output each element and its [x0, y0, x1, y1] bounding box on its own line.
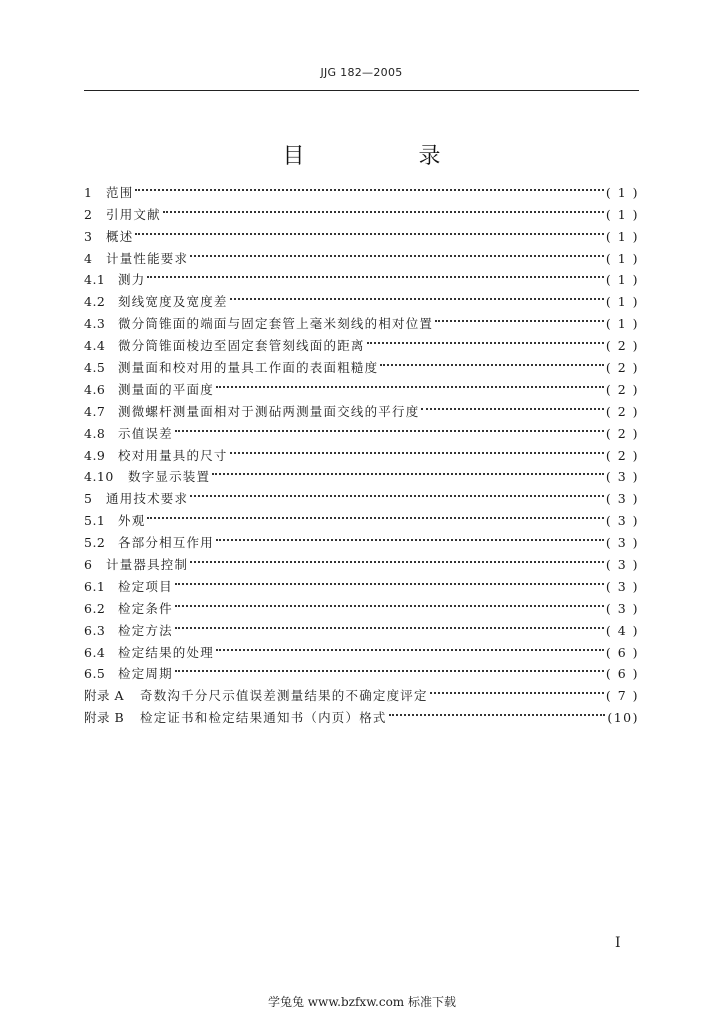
- toc-entry-number: 4.5: [84, 360, 106, 376]
- toc-entry-page: ( 3 ): [605, 491, 639, 507]
- toc-entry-page: ( 7 ): [605, 688, 639, 704]
- toc-leader-dots: [435, 306, 604, 328]
- toc-leader-dots: [216, 372, 604, 394]
- toc-entry-number: 3: [84, 228, 93, 244]
- toc-entry-page: ( 2 ): [605, 381, 639, 397]
- toc-leader-dots: [175, 416, 604, 438]
- toc-entry[interactable]: [84, 525, 639, 551]
- toc-entry-title: 奇数沟千分尺示值误差测量结果的不确定度评定: [140, 688, 428, 704]
- toc-entry-title: 概述: [106, 228, 134, 244]
- toc-entry-number: 6: [84, 557, 93, 573]
- toc-entry-title: 计量性能要求: [106, 250, 189, 266]
- toc-entry-number: 2: [84, 206, 93, 222]
- toc-entry-number: 4.7: [84, 403, 106, 419]
- toc-entry-number: 附录 A: [84, 688, 125, 704]
- page-header: JJG 182—2005: [320, 66, 403, 79]
- toc-entry-page: ( 3 ): [605, 469, 639, 485]
- toc-entry[interactable]: [84, 284, 639, 310]
- page-title: 目 录: [282, 143, 487, 169]
- toc-leader-dots: [389, 700, 606, 722]
- table-of-contents: [84, 175, 639, 726]
- toc-leader-dots: [175, 613, 604, 635]
- toc-leader-dots: [216, 635, 604, 657]
- toc-leader-dots: [230, 438, 604, 460]
- toc-entry-number: 6.2: [84, 600, 106, 616]
- toc-entry-number: 6.3: [84, 622, 106, 638]
- toc-entry-page: ( 2 ): [605, 425, 639, 441]
- toc-entry-page: ( 1 ): [605, 206, 639, 222]
- toc-leader-dots: [135, 175, 603, 197]
- toc-leader-dots: [421, 394, 603, 416]
- toc-entry[interactable]: [84, 197, 639, 222]
- toc-entry[interactable]: [84, 241, 639, 266]
- toc-entry-title: 范围: [106, 184, 134, 200]
- toc-entry-page: ( 6 ): [605, 644, 639, 660]
- toc-entry-title: 校对用量具的尺寸: [118, 447, 228, 463]
- toc-entry-title: 示值误差: [118, 425, 173, 441]
- toc-entry-page: ( 4 ): [605, 622, 639, 638]
- toc-entry-title: 测力: [118, 272, 146, 288]
- toc-entry-page: ( 1 ): [605, 250, 639, 266]
- toc-entry-title: 检定条件: [118, 600, 173, 616]
- toc-leader-dots: [367, 328, 604, 350]
- toc-entry-number: 4.10: [84, 469, 114, 485]
- toc-leader-dots: [135, 219, 603, 241]
- toc-entry-title: 测量面和校对用的量具工作面的表面粗糙度: [118, 360, 379, 376]
- toc-leader-dots: [175, 657, 604, 679]
- toc-entry-page: ( 1 ): [605, 272, 639, 288]
- toc-leader-dots: [380, 350, 604, 372]
- toc-leader-dots: [163, 197, 604, 219]
- toc-leader-dots: [147, 503, 603, 525]
- toc-leader-dots: [190, 481, 604, 503]
- toc-entry-page: ( 3 ): [605, 513, 639, 529]
- toc-entry-title: 微分筒锥面棱边至固定套管刻线面的距离: [118, 338, 365, 354]
- toc-entry-page: ( 3 ): [605, 578, 639, 594]
- toc-entry[interactable]: [84, 263, 639, 288]
- page-number: I: [615, 935, 621, 951]
- toc-entry-number: 4.2: [84, 294, 106, 310]
- toc-entry-title: 计量器具控制: [106, 557, 189, 573]
- toc-entry-number: 4.8: [84, 425, 106, 441]
- toc-entry[interactable]: [84, 219, 639, 244]
- toc-leader-dots: [230, 284, 604, 306]
- toc-entry-number: 5.1: [84, 513, 106, 529]
- toc-entry-number: 4.6: [84, 381, 106, 397]
- toc-entry-number: 1: [84, 184, 93, 200]
- footer-watermark: 学兔兔 www.bzfxw.com 标准下载: [267, 995, 457, 1009]
- toc-entry-page: ( 2 ): [605, 403, 639, 419]
- toc-entry-page: (10): [607, 710, 639, 726]
- header-rule: [84, 90, 639, 91]
- toc-entry-title: 检定项目: [118, 578, 173, 594]
- toc-entry-title: 测微螺杆测量面相对于测砧两测量面交线的平行度: [118, 403, 420, 419]
- toc-entry-number: 4.4: [84, 338, 106, 354]
- toc-entry-page: ( 3 ): [605, 557, 639, 573]
- toc-entry-page: ( 1 ): [605, 316, 639, 332]
- toc-entry-number: 6.4: [84, 644, 106, 660]
- toc-entry-page: ( 1 ): [605, 184, 639, 200]
- toc-entry-title: 测量面的平面度: [118, 381, 214, 397]
- toc-entry-number: 附录 B: [84, 710, 125, 726]
- toc-entry-page: ( 3 ): [605, 535, 639, 551]
- toc-entry-title: 外观: [118, 513, 146, 529]
- toc-leader-dots: [190, 241, 604, 263]
- toc-entry-number: 6.1: [84, 578, 106, 594]
- toc-leader-dots: [175, 569, 604, 591]
- toc-entry-number: 4: [84, 250, 93, 266]
- toc-entry-number: 4.3: [84, 316, 106, 332]
- toc-leader-dots: [216, 525, 604, 547]
- toc-leader-dots: [430, 678, 604, 700]
- toc-entry-title: 微分筒锥面的端面与固定套管上毫米刻线的相对位置: [118, 316, 434, 332]
- toc-entry-number: 5.2: [84, 535, 106, 551]
- toc-entry-title: 刻线宽度及宽度差: [118, 294, 228, 310]
- toc-leader-dots: [190, 547, 604, 569]
- toc-leader-dots: [147, 263, 603, 285]
- toc-entry-title: 引用文献: [106, 206, 161, 222]
- toc-entry-page: ( 3 ): [605, 600, 639, 616]
- toc-entry-title: 各部分相互作用: [118, 535, 214, 551]
- toc-entry-page: ( 1 ): [605, 228, 639, 244]
- toc-entry-page: ( 1 ): [605, 294, 639, 310]
- toc-entry[interactable]: [84, 503, 639, 529]
- toc-entry-title: 数字显示装置: [128, 469, 211, 485]
- toc-entry-page: ( 2 ): [605, 360, 639, 376]
- toc-entry-number: 4.9: [84, 447, 106, 463]
- toc-entry-title: 检定证书和检定结果通知书（内页）格式: [140, 710, 387, 726]
- toc-entry-number: 4.1: [84, 272, 106, 288]
- toc-entry-title: 检定结果的处理: [118, 644, 214, 660]
- toc-entry-number: 5: [84, 491, 93, 507]
- toc-entry-number: 6.5: [84, 666, 106, 682]
- toc-entry-title: 检定周期: [118, 666, 173, 682]
- toc-entry-title: 检定方法: [118, 622, 173, 638]
- toc-entry-page: ( 2 ): [605, 447, 639, 463]
- toc-leader-dots: [175, 591, 604, 613]
- toc-leader-dots: [212, 460, 604, 482]
- toc-entry-title: 通用技术要求: [106, 491, 189, 507]
- toc-entry[interactable]: [84, 175, 639, 200]
- toc-entry-page: ( 2 ): [605, 338, 639, 354]
- toc-entry-page: ( 6 ): [605, 666, 639, 682]
